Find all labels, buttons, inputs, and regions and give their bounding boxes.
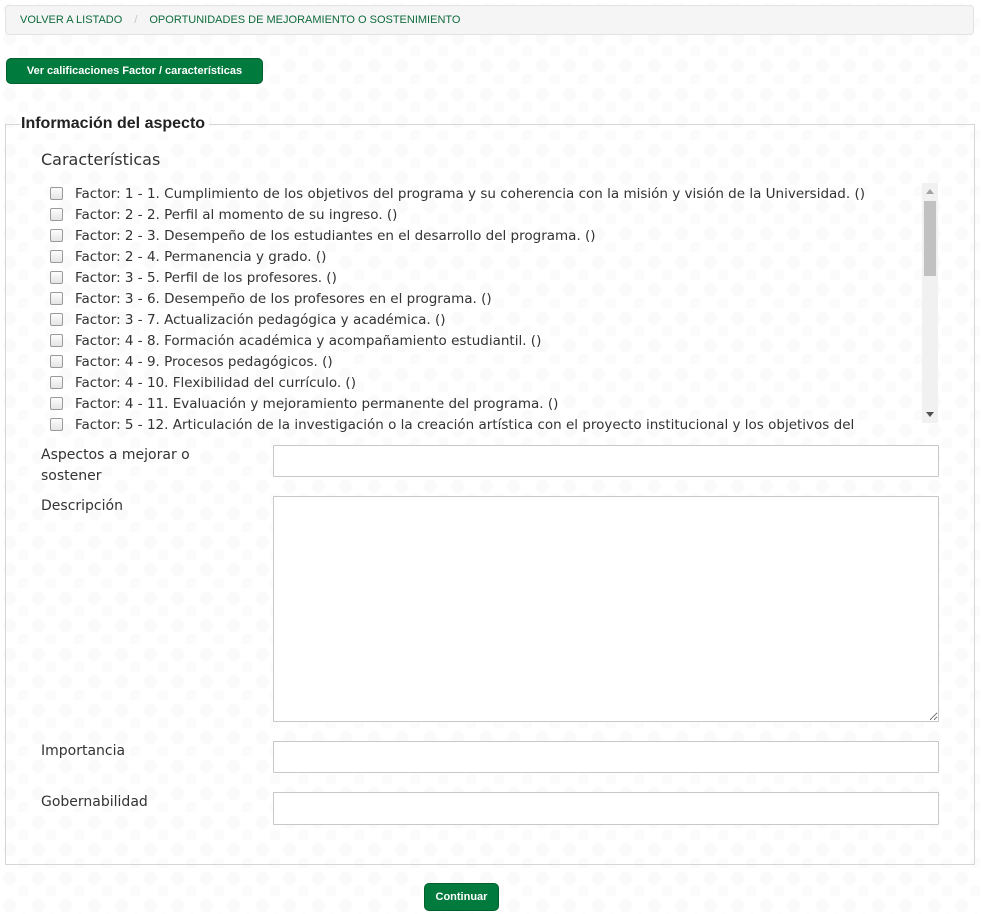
caracteristica-label: Factor: 2 - 2. Perfil al momento de su ingreso. () xyxy=(75,206,398,223)
caracteristica-label: Factor: 2 - 4. Permanencia y grado. () xyxy=(75,248,327,265)
list-item[interactable] xyxy=(50,225,596,246)
list-item[interactable] xyxy=(50,267,337,288)
list-item[interactable] xyxy=(50,393,558,414)
scrollbar-thumb[interactable] xyxy=(924,201,936,276)
checkbox[interactable] xyxy=(50,208,63,221)
scroll-down-arrow-icon[interactable] xyxy=(926,412,934,417)
checkbox[interactable] xyxy=(50,397,63,410)
section-legend: Información del aspecto xyxy=(20,115,209,133)
aspectos-input[interactable] xyxy=(273,445,939,477)
list-item[interactable] xyxy=(50,372,356,393)
checkbox[interactable] xyxy=(50,418,63,431)
checkbox[interactable] xyxy=(50,376,63,389)
caracteristica-label: Factor: 2 - 3. Desempeño de los estudiantes en el desarrollo del programa. () xyxy=(75,227,596,244)
checkbox[interactable] xyxy=(50,229,63,242)
list-item[interactable] xyxy=(50,183,865,204)
caracteristica-label: Factor: 3 - 7. Actualización pedagógica y académica. () xyxy=(75,311,446,328)
list-item[interactable] xyxy=(50,288,492,309)
checkbox[interactable] xyxy=(50,292,63,305)
breadcrumb xyxy=(5,5,974,35)
descripcion-textarea[interactable] xyxy=(273,496,939,722)
descripcion-label: Descripción xyxy=(41,498,123,514)
checkbox[interactable] xyxy=(50,313,63,326)
list-item[interactable] xyxy=(50,330,541,351)
continuar-button[interactable]: Continuar xyxy=(424,883,499,911)
checkbox[interactable] xyxy=(50,355,63,368)
ver-calificaciones-button[interactable]: Ver calificaciones Factor / características xyxy=(6,58,263,84)
breadcrumb-separator: / xyxy=(134,14,138,26)
caracteristica-label: Factor: 4 - 8. Formación académica y acompañamiento estudiantil. () xyxy=(75,332,542,349)
checkbox[interactable] xyxy=(50,250,63,263)
aspectos-label: Aspectos a mejorar o sostener xyxy=(41,447,190,484)
list-item[interactable] xyxy=(50,204,397,225)
list-scrollbar[interactable] xyxy=(922,183,938,423)
breadcrumb-oportunidades-link[interactable]: OPORTUNIDADES DE MEJORAMIENTO O SOSTENIMIENTO xyxy=(149,14,461,26)
gobernabilidad-label: Gobernabilidad xyxy=(41,794,148,810)
caracteristicas-label: Características xyxy=(41,150,161,169)
list-item[interactable] xyxy=(50,246,326,267)
importancia-label: Importancia xyxy=(41,743,126,759)
scroll-up-arrow-icon[interactable] xyxy=(926,189,934,194)
caracteristica-label: Factor: 3 - 6. Desempeño de los profesores en el programa. () xyxy=(75,290,492,307)
caracteristicas-list[interactable] xyxy=(41,183,938,433)
breadcrumb-volver-link[interactable]: VOLVER A LISTADO xyxy=(20,14,123,26)
caracteristica-label: Factor: 4 - 9. Procesos pedagógicos. () xyxy=(75,353,333,370)
checkbox[interactable] xyxy=(50,187,63,200)
checkbox[interactable] xyxy=(50,334,63,347)
caracteristica-label: Factor: 1 - 1. Cumplimiento de los objetivos del programa y su coherencia con la misión y visión de la Universidad. () xyxy=(75,185,865,202)
caracteristica-label: Factor: 3 - 5. Perfil de los profesores. () xyxy=(75,269,337,286)
importancia-input[interactable] xyxy=(273,741,939,773)
checkbox[interactable] xyxy=(50,271,63,284)
gobernabilidad-input[interactable] xyxy=(273,792,939,825)
caracteristica-label: Factor: 5 - 12. Articulación de la investigación o la creación artística con el proyecto institucional y los objetivos del xyxy=(75,416,855,433)
caracteristica-label: Factor: 4 - 11. Evaluación y mejoramiento permanente del programa. () xyxy=(75,395,559,412)
caracteristica-label: Factor: 4 - 10. Flexibilidad del currículo. () xyxy=(75,374,356,391)
list-item[interactable] xyxy=(50,414,854,435)
list-item[interactable] xyxy=(50,309,446,330)
list-item[interactable] xyxy=(50,351,333,372)
